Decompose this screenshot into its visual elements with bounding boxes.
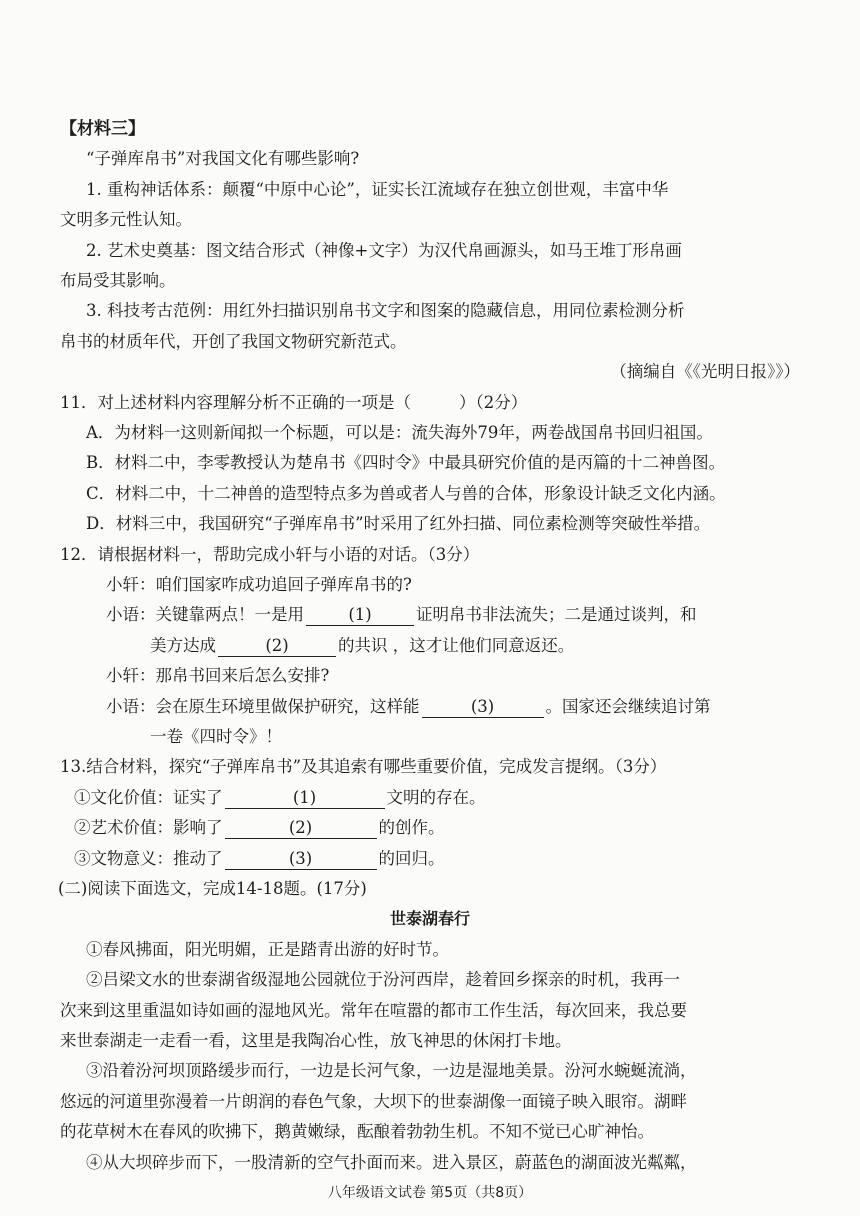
passage-paragraph-4-line1: ④从大坝碎步而下，一股清新的空气扑面而来。进入景区，蔚蓝色的湖面波光粼粼， (86, 1152, 697, 1172)
material3-item1-line2: 文明多元性认知。 (60, 210, 192, 230)
q12-xy3-b: 。国家还会继续追讨第 (545, 696, 711, 716)
q13-v1-a: ①文化价值：证实了 (74, 787, 223, 807)
q11-option-a: A．为材料一这则新闻拟一个标题，可以是：流失海外79年，两卷战国帛书回归祖国。 (86, 423, 713, 442)
q11-stem (60, 392, 527, 414)
passage-paragraph-1: ①春风拂面，阳光明媚，正是踏青出游的好时节。 (86, 939, 449, 959)
passage-title: 世泰湖春行 (389, 909, 470, 929)
q12-dialogue-xy4: 一卷《四时令》！ (150, 727, 282, 746)
q12-dialogue-xx1: 小轩：咱们国家咋成功追回子弹库帛书的? (106, 575, 412, 594)
q13-v2-a: ②艺术价值：影响了 (74, 818, 223, 838)
q12-xy3-a: 小语：会在原生环境里做保护研究，这样能 (106, 696, 420, 716)
q11-stem-b: ）（2分） (459, 392, 528, 412)
q12-dialogue-xy1 (106, 604, 697, 626)
q12-xy2-b: 的共识 ，这才让他们同意返还。 (338, 635, 575, 655)
q13-blank-2: (2) (225, 818, 377, 839)
passage-paragraph-3-line1: ③沿着汾河坝顶路缓步而行，一边是长河气象，一边是湿地美景。汾河水蜿蜒流淌， (86, 1061, 697, 1081)
material3-item2-line2: 布局受其影响。 (60, 271, 176, 290)
page-footer: 八年级语文试卷 第5页（共8页） (327, 1185, 533, 1201)
q13-value-1 (74, 787, 486, 809)
passage-paragraph-3-line3: 的花草树木在春风的吹拂下，鹅黄嫩绿，酝酿着勃勃生机。不知不觉已心旷神怡。 (60, 1122, 654, 1142)
q13-value-3 (74, 848, 445, 870)
q11-option-b: B．材料二中，李零教授认为楚帛书《四时令》中最具研究价值的是丙篇的十二神兽图。 (86, 453, 726, 473)
q13-v3-a: ③文物意义：推动了 (74, 848, 223, 868)
q11-option-c: C．材料二中，十二神兽的造型特点多为兽或者人与兽的合体，形象设计缺乏文化内涵。 (86, 483, 726, 503)
passage-paragraph-2-line3: 来世泰湖走一走看一看，这里是我陶冶心性，放飞神思的休闲打卡地。 (60, 1031, 572, 1050)
passage-paragraph-2-line1: ②吕梁文水的世泰湖省级湿地公园就位于汾河西岸，趁着回乡探亲的时机，我再一 (86, 970, 680, 990)
q13-v3-b: 的回归。 (378, 848, 445, 868)
material3-item3-line2: 帛书的材质年代，开创了我国文物研究新范式。 (60, 331, 407, 351)
material3-question: “子弹库帛书”对我国文化有哪些影响? (86, 149, 360, 169)
q13-blank-1: (1) (225, 788, 385, 809)
material3-item2-line1: 2. 艺术史奠基：图文结合形式（神像+文字）为汉代帛画源头，如马王堆丁形帛画 (86, 240, 682, 260)
q13-stem: 13.结合材料，探究“子弹库帛书”及其追索有哪些重要价值，完成发言提纲。（3分） (60, 757, 667, 777)
q12-xy1-b: 证明帛书非法流失；二是通过谈判，和 (416, 605, 697, 625)
q12-dialogue-xx2: 小轩：那帛书回来后怎么安排? (106, 666, 330, 686)
q12-xy1-a: 小语：关键靠两点！一是用 (106, 605, 304, 625)
q12-stem: 12．请根据材料一，帮助完成小轩与小语的对话。（3分） (60, 544, 480, 564)
material3-item1-line1: 1. 重构神话体系：颠覆“中原中心论”，证实长江流域存在独立创世观，丰富中华 (86, 179, 669, 199)
q12-blank-3: (3) (422, 697, 544, 718)
material3-heading: 【材料三】 (60, 119, 145, 139)
q13-value-2 (74, 817, 445, 839)
q12-blank-1: (1) (306, 605, 414, 626)
q13-blank-3: (3) (225, 849, 377, 870)
q13-v2-b: 的创作。 (378, 818, 445, 838)
q12-dialogue-xy2 (150, 635, 574, 657)
q12-xy2-a: 美方达成 (150, 635, 216, 655)
q12-blank-2: (2) (218, 636, 336, 657)
q12-dialogue-xy3 (106, 696, 711, 718)
q11-stem-a: 11．对上述材料内容理解分析不正确的一项是（ (60, 392, 411, 412)
material3-item3-line1: 3. 科技考古范例：用红外扫描识别帛书文字和图案的隐藏信息，用同位素检测分析 (86, 301, 685, 321)
passage-paragraph-3-line2: 悠远的河道里弥漫着一片朗润的春色气象，大坝下的世泰湖像一面镜子映入眼帘。湖畔 (60, 1091, 687, 1111)
material3-source: （摘编自《《光明日报》》） (610, 362, 800, 382)
q11-option-d: D．材料三中，我国研究“子弹库帛书”时采用了红外扫描、同位素检测等突破性举措。 (86, 514, 711, 534)
q13-v1-b: 文明的存在。 (386, 787, 486, 807)
passage-paragraph-2-line2: 次来到这里重温如诗如画的湿地风光。常年在喧嚣的都市工作生活，每次回来，我总要 (60, 1000, 687, 1020)
section2-intro: (二)阅读下面选文，完成14-18题。(17分) (58, 879, 367, 898)
